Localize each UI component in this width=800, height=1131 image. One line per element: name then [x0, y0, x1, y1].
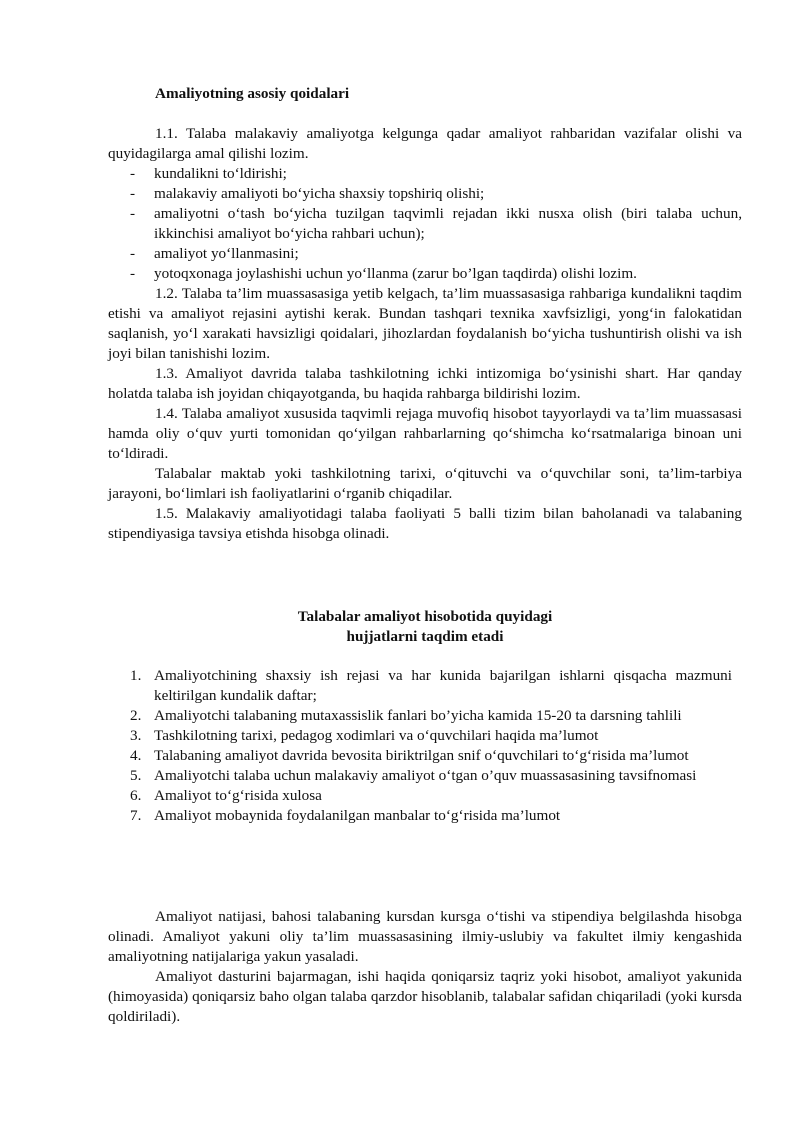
list-item: [108, 726, 742, 746]
rules-section: [108, 124, 742, 544]
list-item-text: Amaliyotchi talabaning mutaxassislik fanlari bo’yicha kamida 15-20 ta darsning tahlili: [154, 707, 682, 724]
item-number: 1.: [130, 667, 142, 684]
list-item-text: yotoqxonaga joylashishi uchun yo‘llanma (zarur bo’lgan taqdirda) olishi lozim.: [154, 265, 637, 282]
list-item: [108, 164, 742, 184]
list-item: [108, 264, 742, 284]
item-number: 3.: [130, 727, 142, 744]
list-item-text: Talabaning amaliyot davrida bevosita biriktrilgan snif o‘quvchilari to‘g‘risida ma’lumot: [154, 747, 689, 764]
list-item-text: malakaviy amaliyoti bo‘yicha shaxsiy topshiriq olishi;: [154, 185, 485, 202]
item-number: 7.: [130, 807, 142, 824]
list-item: [108, 746, 742, 766]
list-item-text: amaliyot yo‘llanmasini;: [154, 245, 299, 262]
list-item-text: kundalikni to‘ldirishi;: [154, 165, 287, 182]
rule-1-5-paragraph: 1.5. Malakaviy amaliyotidagi talaba faoliyati 5 balli tizim bilan baholanadi va talabaning stipendiyasiga tavsiya etishda hisobga olinadi.: [108, 505, 742, 542]
list-item-text: Amaliyotchi talaba uchun malakaviy amaliyot o‘tgan o’quv muassasasining tavsifnomasi: [154, 767, 697, 784]
item-number: 6.: [130, 787, 142, 804]
rule-1-4-paragraph: 1.4. Talaba amaliyot xususida taqvimli rejaga muvofiq hisobot tayyorlaydi va ta’lim muassasasi hamda oliy o‘quv yurti tomonidan qo‘yilgan rahbarlarning qo‘shimcha ko‘rsatmalariga binoan uni to‘ldiradi.: [108, 405, 742, 462]
bullet-marker: -: [130, 265, 136, 282]
list-item-text: Tashkilotning tarixi, pedagog xodimlari va o‘quvchilari haqida ma’lumot: [154, 727, 599, 744]
students-study-paragraph: Talabalar maktab yoki tashkilotning tarixi, o‘qituvchi va o‘quvchilar soni, ta’lim-tarbiya jarayoni, bo‘limlari ish faoliyatlarini o‘rganib chiqadilar.: [108, 465, 742, 502]
bullet-marker: -: [130, 205, 136, 222]
requirements-list: [108, 164, 742, 284]
list-item: [108, 204, 742, 244]
item-number: 4.: [130, 747, 142, 764]
section-heading-rules: Amaliyotning asosiy qoidalari: [155, 85, 350, 102]
list-item: [108, 806, 742, 826]
list-item-text: Amaliyot to‘g‘risida xulosa: [154, 787, 322, 804]
rule-1-3-paragraph: 1.3. Amaliyot davrida talaba tashkilotning ichki intizomiga bo‘ysinishi shart. Har qanday holatda talaba ish joyidan chiqayotganda, bu haqida rahbarga bildirishi lozim.: [108, 365, 742, 402]
list-item: [108, 184, 742, 204]
bullet-marker: -: [130, 165, 136, 182]
list-item: [108, 706, 742, 726]
results-section: [108, 907, 742, 1027]
documents-list: [108, 666, 742, 826]
failure-paragraph: Amaliyot dasturini bajarmagan, ishi haqida qoniqarsiz taqriz yoki hisobot, amaliyot yakunida (himoyasida) qoniqarsiz baho olgan talaba qarzdor hisoblanib, talabalar safidan chiqariladi (yoki kursda qoldiriladi).: [108, 968, 742, 1025]
heading-line-1: Talabalar amaliyot hisobotida quyidagi: [297, 608, 553, 625]
item-number: 5.: [130, 767, 142, 784]
bullet-marker: -: [130, 245, 136, 262]
list-item-text: Amaliyot mobaynida foydalanilgan manbalar to‘g‘risida ma’lumot: [154, 807, 561, 824]
rule-1-1-paragraph: 1.1. Talaba malakaviy amaliyotga kelgunga qadar amaliyot rahbaridan vazifalar olishi va quyidagilarga amal qilishi lozim.: [108, 125, 742, 162]
item-number: 2.: [130, 707, 142, 724]
list-item: [108, 244, 742, 264]
list-item: [108, 766, 742, 786]
list-item: [108, 666, 742, 706]
list-item-text: amaliyotni o‘tash bo‘yicha tuzilgan taqvimli rejadan ikki nusxa olish (biri talaba uchun, ikkinchisi amaliyot bo‘yicha rahbari uchun);: [154, 205, 742, 242]
heading-line-2: hujjatlarni taqdim etadi: [346, 628, 504, 645]
documents-section: [108, 666, 742, 826]
results-paragraph: Amaliyot natijasi, bahosi talabaning kursdan kursga o‘tishi va stipendiya belgilashda hisobga olinadi. Amaliyot yakuni oliy ta’lim muassasasining ilmiy-uslubiy va fakultet ilmiy kengashida amaliyotning natijalariga yakun yasaladi.: [108, 908, 742, 965]
section-heading-documents: [108, 607, 742, 647]
list-item: [108, 786, 742, 806]
rule-1-2-paragraph: 1.2. Talaba ta’lim muassasasiga yetib kelgach, ta’lim muassasasiga rahbariga kundalikni taqdim etishi va amaliyot rejasini aytishi kerak. Bundan tashqari texnika xavfsizligi, yong‘in falokatidan saqlanish, yo‘l xarakati havsizligi qoidalari, jihozlardan foydalanish bo‘yicha tushuntirish olishi va ish joyi bilan tanishishi lozim.: [108, 285, 742, 362]
bullet-marker: -: [130, 185, 136, 202]
list-item-text: Amaliyotchining shaxsiy ish rejasi va har kunida bajarilgan ishlarni qisqacha mazmuni keltirilgan kundalik daftar;: [154, 667, 732, 704]
